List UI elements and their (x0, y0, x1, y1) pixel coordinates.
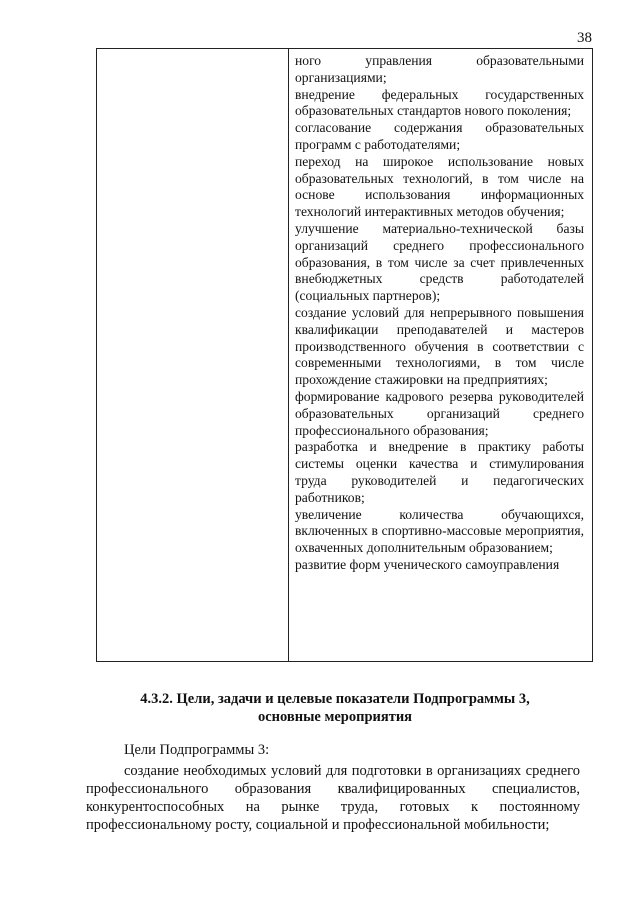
page-number: 38 (577, 30, 592, 46)
table-item: увеличение количества обучающихся, включенных в спортивно-массовые мероприятия, охваченных дополнительным образованием; (295, 506, 584, 556)
table-item: разработка и внедрение в практику работы системы оценки качества и стимулирования труда руководителей и педагогических работников; (295, 439, 584, 505)
table-item: улучшение материально-технической базы организаций среднего профессионального образования, в том числе за счет привлеченных внебюджетных средств работодателей (социальных партнеров); (295, 220, 584, 304)
goals-paragraph: создание необходимых условий для подготовки в организациях среднего профессионального образования квалифицированных специалистов, конкурентоспособных на рынке труда, готовых к постоянному профессиональному росту, социальной и профессиональной мобильности; (86, 763, 580, 833)
measures-table (96, 48, 593, 662)
table-item: согласование содержания образовательных программ с работодателями; (295, 120, 584, 152)
section-heading-line2: основные мероприятия (257, 709, 413, 725)
table-item: ного управления образовательными организациями; (295, 53, 584, 85)
table-left-cell (97, 49, 289, 661)
section-heading-line1: 4.3.2. Цели, задачи и целевые показатели Подпрограммы 3, (140, 691, 530, 707)
table-item: создание условий для непрерывного повышения квалификации преподавателей и мастеров производственного обучения в соответствии с современными технологиями, в том числе прохождение стажировки на предприятиях; (295, 304, 584, 388)
table-item: внедрение федеральных государственных образовательных стандартов нового поколения; (295, 86, 584, 119)
table-item: переход на широкое использование новых образовательных технологий, в том числе на основе использования информационных технологий интерактивных методов обучения; (295, 153, 584, 220)
table-right-cell (289, 49, 592, 661)
goals-label: Цели Подпрограммы 3: (124, 742, 270, 758)
table-item: формирование кадрового резерва руководителей образовательных организаций среднего профессионального образования; (295, 388, 584, 438)
section-heading (100, 690, 570, 726)
table-item: развитие форм ученического самоуправления (295, 556, 560, 572)
